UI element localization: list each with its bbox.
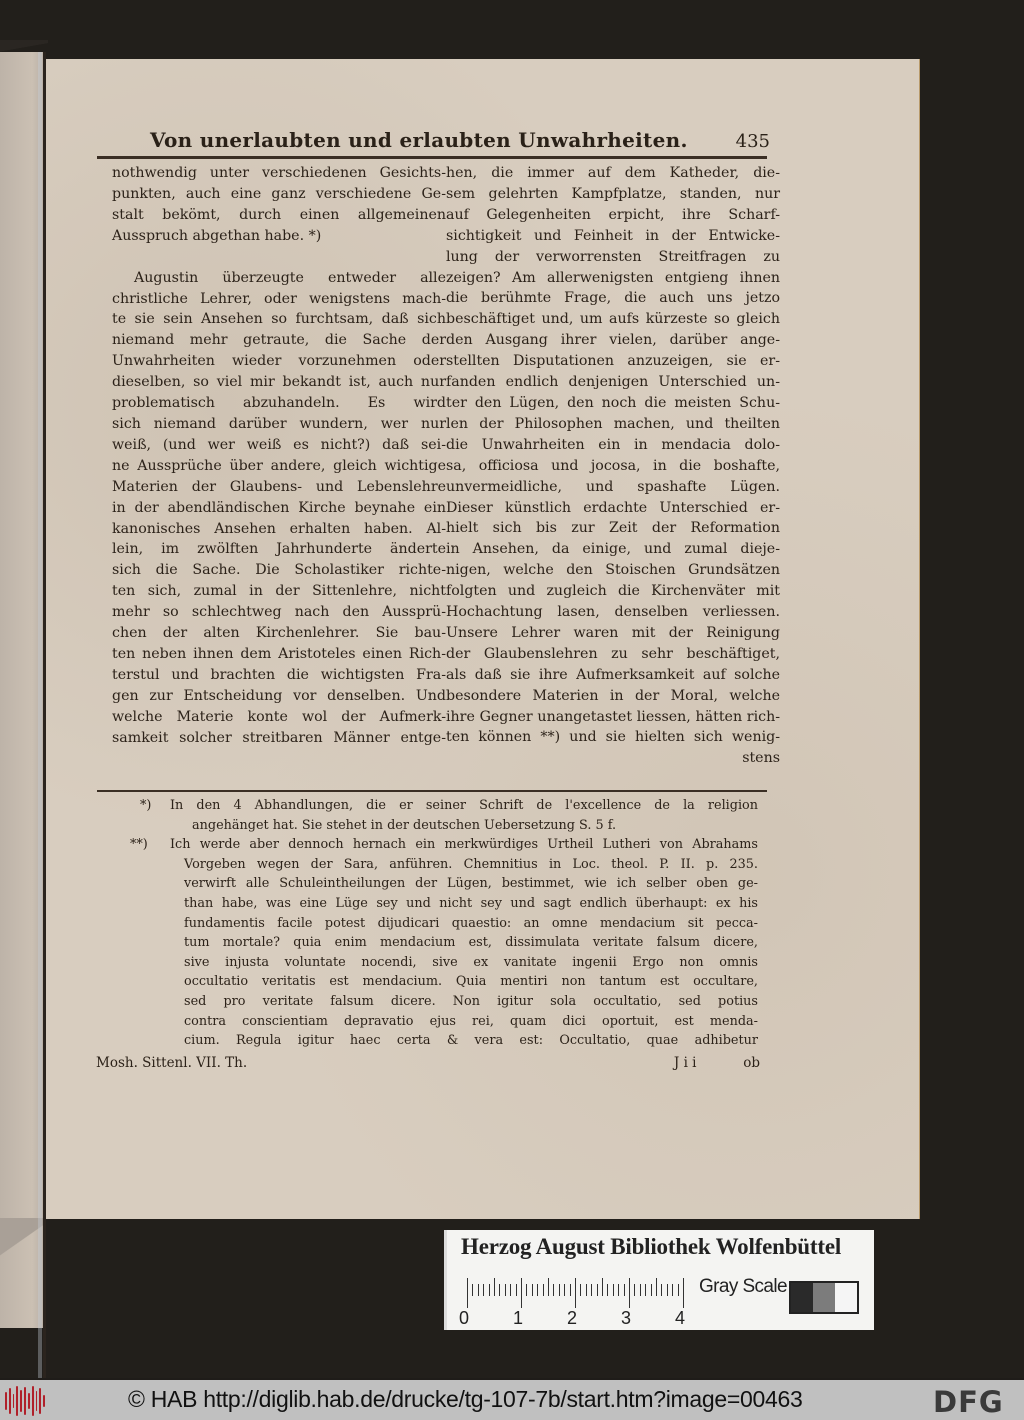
ruler-tick <box>672 1284 673 1296</box>
footnote-line: sive injusta voluntate nocendi, sive ex vanitate ingenii Ergo non omnis <box>184 954 758 970</box>
footnote-line: verwirft alle Schuleintheilungen der Lügen, bestimmet, wie ich selber oben ge- <box>184 876 758 892</box>
text-line: beschäftiget und, um aufs kürzeste so gleich <box>446 311 780 328</box>
text-line: kanonisches Ansehen erhalten haben. Al- <box>112 520 446 537</box>
text-line: stellten Disputationen anzuzeigen, sie er- <box>446 353 780 370</box>
footnote <box>118 835 758 1051</box>
ruler-tick <box>553 1284 554 1296</box>
text-line: ne Aussprüche über andere, gleich wichtige <box>112 457 446 474</box>
ruler-tick <box>472 1284 473 1296</box>
ruler-tick <box>483 1284 484 1296</box>
footnote-line: tum mortale? quia enim mendacium est, dissimulata veritate falsum dicere, <box>184 935 758 951</box>
footnote-mark: **) <box>130 837 148 853</box>
text-line: besondere Materien in der Moral, welche <box>446 687 780 704</box>
text-line: Hochachtung lasen, denselben verliessen. <box>446 604 780 621</box>
text-line: Unsere Lehrer waren mit der Reinigung <box>446 624 780 641</box>
text-line: Ausspruch abgethan habe. *) <box>112 227 322 244</box>
text-line: sa, officiosa und jocosa, in die boshafte, <box>446 457 780 474</box>
ruler-tick <box>580 1284 581 1296</box>
text-line: der Glaubenslehren zu sehr beschäftiget, <box>446 645 780 662</box>
ruler-label: 1 <box>513 1308 524 1328</box>
gray-swatch <box>791 1283 813 1312</box>
glass-plate-edge <box>38 52 42 1378</box>
text-line: hielt sich bis zur Zeit der Reformation <box>446 520 780 537</box>
text-line: ihre Gegner unangetastet liessen, hätten rich- <box>446 708 780 725</box>
footnote-line: Vorgeben wegen der Sara, anführen. Chemnitius in Loc. theol. P. II. p. 235. <box>184 856 758 872</box>
footnote-line: fundamentis facile potest dijudicari quaestio: an omne mendacium sit pecca- <box>184 915 758 931</box>
ruler-label: 3 <box>621 1308 632 1328</box>
ruler-tick <box>607 1284 608 1296</box>
ruler-tick <box>570 1284 571 1296</box>
ruler-tick <box>564 1284 565 1296</box>
text-line: hen, die immer auf dem Katheder, die- <box>446 165 780 181</box>
logo-bar <box>28 1393 30 1409</box>
text-line: lein, im zwölften Jahrhunderte änderte <box>112 541 446 558</box>
text-line: in Ansehen, da einige, und zumal dieje- <box>446 541 780 558</box>
volume-line: Mosh. Sittenl. VII. Th. <box>96 1055 248 1071</box>
ruler-tick <box>575 1278 576 1308</box>
footer-catchword: ob <box>743 1055 760 1071</box>
library-name: Herzog August Bibliothek Wolfenbüttel <box>461 1234 842 1259</box>
logo-bar <box>13 1394 15 1408</box>
ruler-tick <box>548 1278 549 1296</box>
footnote-line: In den 4 Abhandlungen, die er seiner Schrift de l'excellence de la religion <box>170 798 758 813</box>
text-line: Augustin überzeugte entweder alle <box>134 269 446 286</box>
ruler-tick <box>537 1284 538 1296</box>
text-line: mehr so schlechtweg nach den Aussprü- <box>112 604 446 621</box>
ruler-tick <box>651 1284 652 1296</box>
hab-barcode-logo-icon[interactable] <box>5 1386 45 1416</box>
text-line: folgten und zugleich die Kirchenväter mit <box>446 583 780 600</box>
text-line: dieselben, so viel mir bekandt ist, auch nur <box>112 374 446 391</box>
text-line: niemand mehr getraute, die Sache der <box>112 332 446 349</box>
logo-bar <box>36 1391 38 1411</box>
text-line: Dieser künstlich erdachte Unterschied er- <box>446 499 780 516</box>
ruler-tick <box>478 1284 479 1296</box>
ruler-tick <box>505 1284 506 1296</box>
footnote-line: cium. Regula igitur haec certa & vera est: Occultatio, quae adhibetur <box>184 1033 758 1049</box>
copyright-link[interactable]: © HAB http://diglib.hab.de/drucke/tg-107-7b/start.htm?image=00463 <box>128 1386 803 1412</box>
text-line: in der abendländischen Kirche beynahe ein <box>112 499 446 516</box>
text-line: nigen, welche den Stoischen Grundsätzen <box>446 562 780 579</box>
page-number: 435 <box>735 131 770 152</box>
text-line: unvermeidliche, und spashafte Lügen. <box>446 478 780 495</box>
ruler-label: 0 <box>459 1308 470 1328</box>
text-line: sich niemand darüber wundern, wer nur <box>112 415 446 432</box>
catchword: stens <box>742 750 780 767</box>
header-rule <box>97 156 767 159</box>
text-line: fanden endlich denjenigen Unterschied un- <box>446 374 780 391</box>
ruler-tick <box>489 1284 490 1296</box>
logo-bar <box>9 1388 11 1414</box>
text-line: nothwendig unter verschiedenen Gesichts- <box>112 165 446 181</box>
text-line: lung der verworrensten Streitfragen zu <box>446 248 780 265</box>
ruler-tick <box>640 1284 641 1296</box>
logo-bar <box>32 1386 34 1416</box>
text-line: problematisch abzuhandeln. Es wird <box>112 395 446 412</box>
text-line: len der Philosophen machen, und theilten <box>446 415 780 432</box>
ruler-tick <box>586 1284 587 1296</box>
text-line: ten neben ihnen dem Aristoteles einen Rich- <box>112 645 446 662</box>
gray-swatch <box>835 1283 857 1312</box>
text-line: samkeit solcher streitbaren Männer entge- <box>112 729 446 746</box>
ruler-tick <box>678 1284 679 1296</box>
text-column-left <box>112 163 446 748</box>
text-line: als daß sie ihre Aufmerksamkeit auf solche <box>446 666 780 683</box>
footnote-line: sed pro veritate falsum dicere. Non igitur sola occultatio, sed potius <box>184 993 758 1009</box>
text-line: te sie sein Ansehen so furchtsam, daß sich <box>112 311 446 328</box>
ruler-tick <box>526 1284 527 1296</box>
text-line: terstul und brachten die wichtigsten Fra- <box>112 666 446 683</box>
text-line: punkten, auch eine ganz verschiedene Ge- <box>112 185 446 202</box>
text-line: Unwahrheiten wieder vorzunehmen oder <box>112 353 446 370</box>
ruler-tick <box>661 1284 662 1296</box>
gray-scale-label: Gray Scale <box>699 1276 787 1297</box>
footnote-line: angehänget hat. Sie stehet in der deutschen Uebersetzung S. 5 f. <box>192 817 617 833</box>
logo-bar <box>16 1386 18 1416</box>
text-line <box>112 247 446 268</box>
ruler-tick <box>629 1278 630 1308</box>
text-line: zeigen? Am allerwenigsten entgieng ihnen <box>446 269 780 286</box>
viewer-footer-bar <box>0 1380 1024 1420</box>
color-scale-card <box>444 1230 874 1330</box>
footnote-line: contra conscientiam depravatio ejus rei, quam dici oportuit, est menda- <box>184 1013 758 1029</box>
page-footer <box>96 1055 760 1071</box>
text-line: sem gelehrten Kampfplatze, standen, nur <box>446 185 780 202</box>
running-title: Von unerlaubten und erlaubten Unwahrheiten. <box>150 128 688 152</box>
text-line: weiß, (und wer weiß es nicht?) daß sei- <box>112 436 446 453</box>
ruler-tick <box>667 1284 668 1296</box>
ruler-tick <box>516 1284 517 1296</box>
text-line: die Unwahrheiten ein in mendacia dolo- <box>446 436 780 453</box>
logo-bar <box>43 1395 45 1407</box>
ruler-tick <box>499 1284 500 1296</box>
ruler-tick <box>532 1284 533 1296</box>
footnote <box>118 796 758 835</box>
text-line: Materien der Glaubens- und Lebenslehre <box>112 478 446 495</box>
logo-bar <box>24 1387 26 1415</box>
text-line: stalt bekömt, durch einen allgemeinen <box>112 206 446 223</box>
footnote-line: Ich werde aber dennoch hernach ein merkwürdiges Urtheil Lutheri von Abrahams <box>170 837 758 853</box>
ruler-tick <box>521 1278 522 1308</box>
ruler-tick <box>591 1284 592 1296</box>
ruler-tick <box>559 1284 560 1296</box>
text-line: ter den Lügen, den noch die meisten Schu- <box>446 394 780 411</box>
running-head <box>150 128 770 158</box>
ruler-label: 4 <box>675 1308 686 1328</box>
ruler-labels <box>459 1308 699 1328</box>
logo-bar <box>39 1388 41 1414</box>
cm-ruler <box>467 1278 687 1308</box>
gray-swatch <box>813 1283 835 1312</box>
text-line: auf Gelegenheiten erpicht, ihre Scharf- <box>446 206 780 223</box>
footnote-line: occultatio veritatis est mendacium. Quia mentiri non tantum est occultare, <box>184 974 758 990</box>
text-line: die berühmte Frage, die auch uns jetzo <box>446 290 780 307</box>
signature-mark: J i i <box>673 1055 697 1071</box>
ruler-tick <box>613 1284 614 1296</box>
text-line: gen zur Entscheidung vor denselben. Und <box>112 687 446 704</box>
text-line: sich die Sache. Die Scholastiker richte- <box>112 562 446 579</box>
ruler-tick <box>634 1284 635 1296</box>
gray-scale-swatches <box>789 1281 859 1314</box>
text-line: ten können **) und sie hielten sich wenig- <box>446 729 780 746</box>
ruler-tick <box>624 1284 625 1296</box>
ruler-tick <box>645 1284 646 1296</box>
text-column-right <box>446 163 780 769</box>
text-line: den Ausgang ihrer vielen, darüber ange- <box>446 332 780 349</box>
ruler-tick <box>467 1278 468 1308</box>
ruler-tick <box>597 1284 598 1296</box>
footnotes <box>118 796 758 1051</box>
footnote-rule <box>97 790 767 792</box>
ruler-tick <box>543 1284 544 1296</box>
footnote-line: than habe, was eine Lüge sey und nicht sey und sagt endlich überhaupt: ex his <box>184 895 758 911</box>
dfg-logo-icon[interactable]: DFG <box>933 1385 1004 1419</box>
ruler-tick <box>510 1284 511 1296</box>
ruler-tick <box>602 1278 603 1296</box>
text-line: christliche Lehrer, oder wenigstens mach- <box>112 290 446 307</box>
ruler-tick <box>683 1278 684 1308</box>
ruler-tick <box>618 1284 619 1296</box>
text-line: welche Materie konte wol der Aufmerk- <box>112 708 446 725</box>
text-line: ten sich, zumal in der Sittenlehre, nicht <box>112 583 446 600</box>
logo-bar <box>20 1390 22 1412</box>
ruler-tick <box>494 1278 495 1296</box>
logo-bar <box>5 1392 7 1410</box>
ruler-tick <box>656 1278 657 1296</box>
footnote-mark: *) <box>140 798 152 813</box>
text-line: sichtigkeit und Feinheit in der Entwicke- <box>446 227 780 244</box>
text-line: chen der alten Kirchenlehrer. Sie bau- <box>112 625 446 642</box>
ruler-label: 2 <box>567 1308 578 1328</box>
